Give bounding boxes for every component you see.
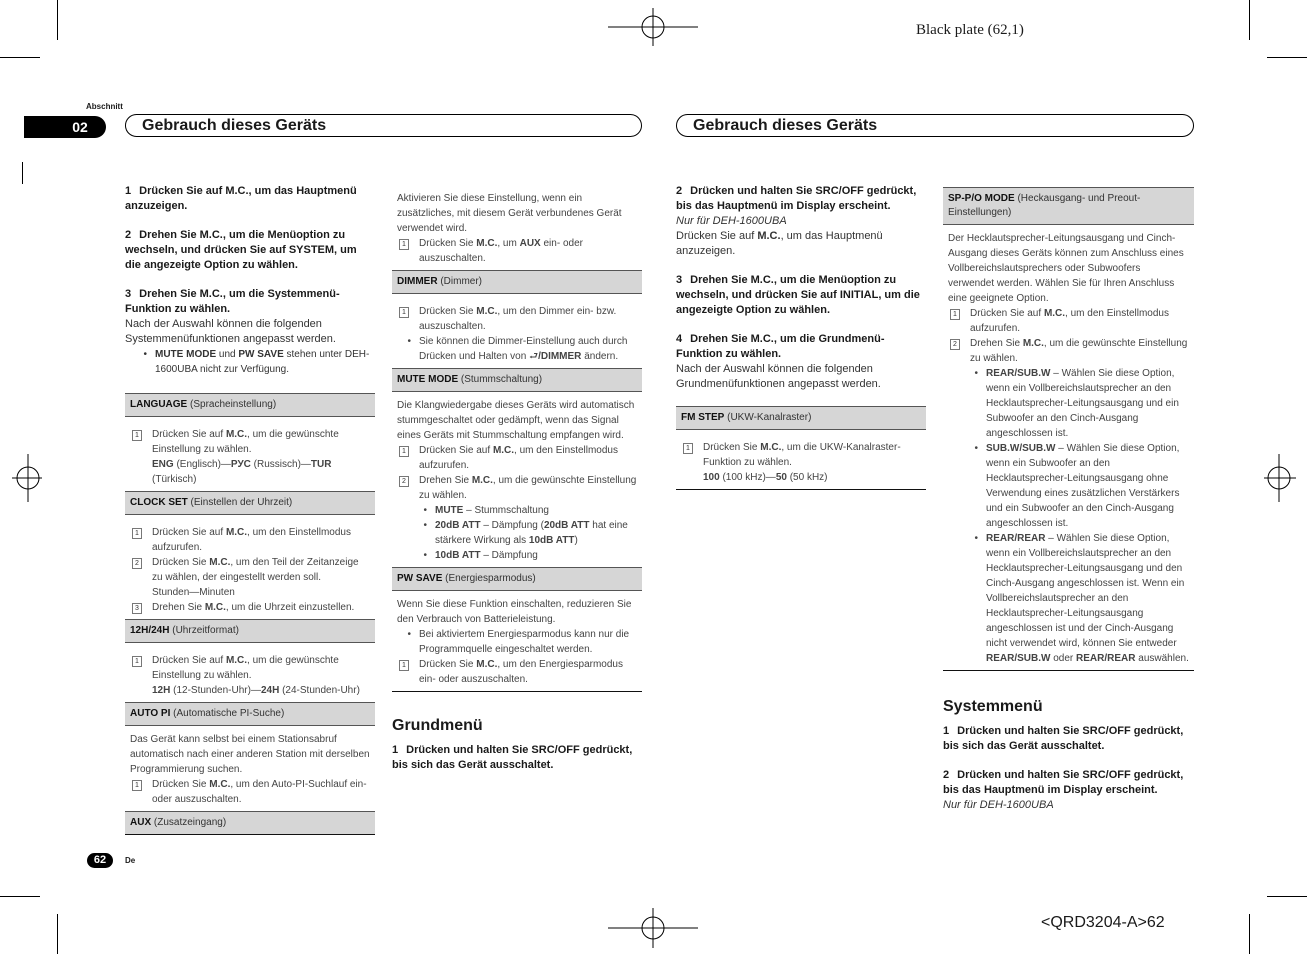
crop-mark: [1267, 896, 1307, 897]
registration-mark-icon: [12, 454, 42, 502]
model-note: Nur für DEH-1600UBA: [943, 799, 1054, 811]
systemmenu-step-2: 2 Drücken und halten Sie SRC/OFF gedrückt, bis das Hauptmenü im Display erscheint.: [943, 769, 1184, 796]
column-4: [943, 187, 1194, 813]
setting-autopi-body: Das Gerät kann selbst bei einem Stationsabruf automatisch nach einer anderen Station mit derselben Programmierung suchen. 1 Drücken Sie M.C., um den Auto-PI-Suchlauf ein- oder auszuschalten.: [130, 734, 370, 805]
setting-mute-header: MUTE MODE (Stummschaltung): [392, 368, 642, 392]
step-2: 2 Drehen Sie M.C., um die Menüoption zu wechseln, und drücken Sie auf SYSTEM, um die angezeigte Option zu wählen.: [125, 229, 357, 271]
grundmenu-step-1: 1 Drücken und halten Sie SRC/OFF gedrückt, bis sich das Gerät ausschaltet.: [392, 744, 633, 771]
registration-mark-icon: [608, 908, 698, 948]
step-3: 3 Drehen Sie M.C., um die Menüoption zu wechseln, und drücken Sie auf INITIAL, um die angezeigte Option zu wählen.: [676, 274, 920, 316]
header-left: Gebrauch dieses Geräts: [125, 114, 642, 137]
setting-sppo-header: SP-P/O MODE (Heckausgang- und Preout-Einstellungen): [943, 187, 1194, 225]
step-2: 2 Drücken und halten Sie SRC/OFF gedrückt, bis das Hauptmenü im Display erscheint.: [676, 185, 917, 212]
setting-sppo-body: Der Hecklautsprecher-Leitungsausgang und Cinch-Ausgang dieses Geräts können zum Anschluss eines Vollbereichslautsprechers oder Subwoofers verwendet werden. Wählen Sie für Ihren Anschluss eine geeignete Option. 1 Drücken Sie auf M.C., um den Einstellmodus aufzurufen. 2 Drehen Sie M.C., um die gewünschte Einstellung zu wählen. • REAR/SUB.W – Wählen Sie diese Option, wenn ein Vollbereichslautsprecher an den Hecklautsprecher-Leitungsausgang und ein Subwoofer an den Cinch-Ausgang angeschlossen ist. • SUB.W/SUB.W – Wählen Sie diese Option, wenn ein Subwoofer an den Hecklautsprecher-Leitungsausgang ohne Verwendung eines zusätzlichen Verstärkers und ein Subwoofer an den Cinch-Ausgang angeschlossen ist. • REAR/REAR – Wählen Sie diese Option, wenn ein Vollbereichslautsprecher an den Hecklautsprecher-Leitungsausgang und den Cinch-Ausgang angeschlossen ist. Wenn ein Vollbereichslautsprecher an den Hecklautsprecher-Leitungsausgang angeschlossen ist und der Cinch-Ausgang nicht verwendet wird, können Sie entweder REAR/SUB.W oder REAR/REAR auswählen.: [943, 225, 1194, 671]
step-4: 4 Drehen Sie M.C., um die Grundmenü-Funktion zu wählen.: [676, 333, 885, 360]
column-1: [125, 184, 375, 835]
setting-aux-header: AUX (Zusatzeingang): [125, 811, 375, 835]
section-number: 02: [72, 119, 88, 135]
setting-language-header: LANGUAGE (Spracheinstellung): [125, 393, 375, 417]
crop-mark: [57, 914, 58, 954]
grundmenu-heading: Grundmenü: [392, 717, 483, 734]
setting-dimmer-header: DIMMER (Dimmer): [392, 270, 642, 294]
setting-pwsave-body: Wenn Sie diese Funktion einschalten, reduzieren Sie den Verbrauch von Batterieleistung. • Bei aktiviertem Energiesparmodus kann nur die Programmquelle eingeschaltet werden. 1 Drücken Sie M.C., um den Energiesparmodus ein- oder auszuschalten.: [392, 591, 642, 692]
header-right: Gebrauch dieses Geräts: [676, 114, 1194, 137]
setting-fmstep-header: FM STEP (UKW-Kanalraster): [676, 406, 926, 430]
systemmenu-heading: Systemmenü: [943, 698, 1043, 715]
crop-mark: [1267, 57, 1307, 58]
page-number: 62: [87, 853, 113, 868]
crop-mark: [0, 896, 40, 897]
crop-mark: [1249, 914, 1250, 954]
language-code: De: [125, 856, 136, 865]
crop-mark: [57, 0, 58, 40]
setting-language-body: 1 Drücken Sie auf M.C., um die gewünschte Einstellung zu wählen. ENG (Englisch)—РУС (Russisch)—TUR (Türkisch): [125, 417, 375, 491]
systemmenu-step-1: 1 Drücken und halten Sie SRC/OFF gedrückt, bis sich das Gerät ausschaltet.: [943, 725, 1184, 752]
plate-label: Black plate (62,1): [916, 22, 1024, 38]
setting-clock-body: 1 Drücken Sie auf M.C., um den Einstellmodus aufzurufen. 2 Drücken Sie M.C., um den Teil der Zeitanzeige zu wählen, der eingestellt werden soll. Stunden—Minuten 3 Drehen Sie M.C., um die Uhrzeit einzustellen.: [125, 515, 375, 619]
crop-mark: [22, 162, 23, 184]
paragraph: Nach der Auswahl können die folgenden Grundmenüfunktionen angepasst werden.: [676, 363, 881, 390]
bullet-item: • MUTE MODE und PW SAVE stehen unter DEH-1600UBA nicht zur Verfügung.: [143, 349, 370, 375]
setting-12h24h-header: 12H/24H (Uhrzeitformat): [125, 619, 375, 643]
paragraph: Drücken Sie auf M.C., um das Hauptmenü anzuzeigen.: [676, 230, 883, 257]
setting-pwsave-header: PW SAVE (Energiesparmodus): [392, 567, 642, 591]
registration-mark-icon: [1264, 454, 1296, 502]
setting-autopi-header: AUTO PI (Automatische PI-Suche): [125, 702, 375, 726]
section-label: Abschnitt: [86, 102, 123, 111]
column-2: [392, 191, 642, 773]
step-3: 3 Drehen Sie M.C., um die Systemmenü-Funktion zu wählen.: [125, 288, 340, 315]
section-number-badge: [24, 116, 106, 138]
step-1: 1 Drücken Sie auf M.C., um das Hauptmenü anzuzeigen.: [125, 185, 357, 212]
setting-fmstep-body: 1 Drücken Sie M.C., um die UKW-Kanalraster-Funktion zu wählen. 100 (100 kHz)—50 (50 kHz): [676, 430, 926, 490]
column-3: [676, 184, 926, 490]
setting-aux-body: Aktivieren Sie diese Einstellung, wenn ein zusätzliches, mit diesem Gerät verbundenes Gerät verwendet wird. 1 Drücken Sie M.C., um AUX ein- oder auszuschalten.: [397, 193, 622, 264]
paragraph: Nach der Auswahl können die folgenden Systemmenüfunktionen angepasst werden.: [125, 318, 336, 345]
setting-mute-body: Die Klangwiedergabe dieses Geräts wird automatisch stummgeschaltet oder gedämpft, wenn das Signal eines Geräts mit Stummschaltung empfangen wird. 1 Drücken Sie auf M.C., um den Einstellmodus aufzurufen. 2 Drehen Sie M.C., um die gewünschte Einstellung zu wählen. • MUTE – Stummschaltung • 20dB ATT – Dämpfung (20dB ATT hat eine stärkere Wirkung als 10dB ATT) • 10dB ATT – Dämpfung: [397, 400, 637, 561]
crop-mark: [0, 57, 40, 58]
model-note: Nur für DEH-1600UBA: [676, 215, 787, 227]
source-button-icon: ⮐: [529, 351, 539, 362]
setting-clock-header: CLOCK SET (Einstellen der Uhrzeit): [125, 491, 375, 515]
registration-mark-icon: [608, 8, 698, 46]
setting-dimmer-body: 1 Drücken Sie M.C., um den Dimmer ein- bzw. auszuschalten. • Sie können die Dimmer-Einstellung auch durch Drücken und Halten von ⮐/DIMMER ändern.: [392, 294, 642, 368]
setting-12h24h-body: 1 Drücken Sie auf M.C., um die gewünschte Einstellung zu wählen. 12H (12-Stunden-Uhr)—24H (24-Stunden-Uhr): [125, 643, 375, 702]
crop-mark: [1249, 0, 1250, 40]
document-code: <QRD3204-A>62: [1041, 914, 1165, 931]
